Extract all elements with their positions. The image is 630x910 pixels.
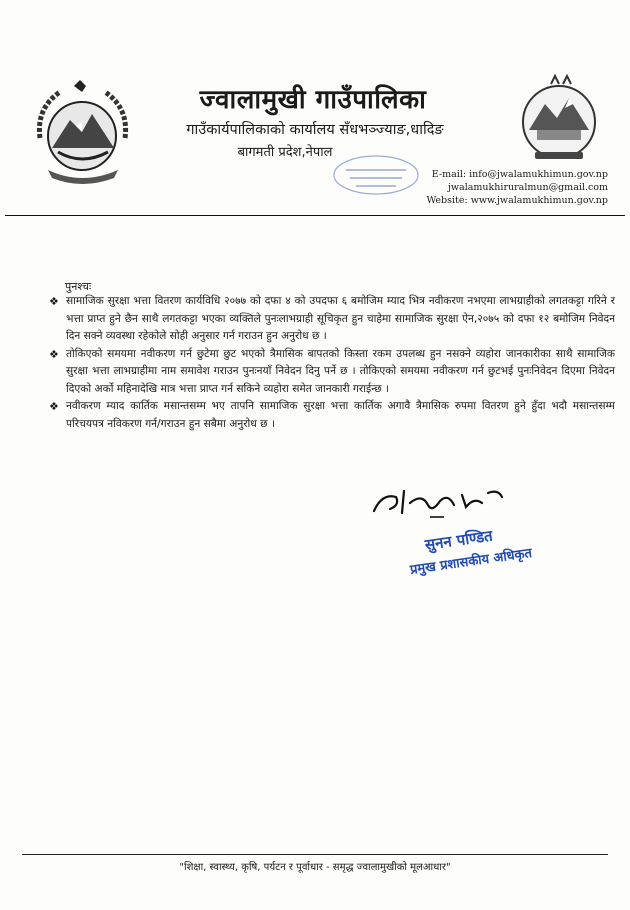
postscript-label: पुनश्चः xyxy=(65,280,92,293)
footer-slogan: "शिक्षा, स्वास्थ्य, कृषि, पर्यटन र पूर्वाधार - समृद्ध ज्वालामुखीको मूलआधार" xyxy=(179,862,451,873)
note-text: नवीकरण म्याद कार्तिक मसान्तसम्म भए तापनि सामाजिक सुरक्षा भत्ता कार्तिक अगावै त्रैमासिक रुपमा वितरण हुने हुँदा भदौ मसान्तसम्म परिचयपत्र नविकरण गर्न/गराउन हुन सबैमा अनुरोध छ । xyxy=(66,400,615,430)
province-name: बागमती प्रदेश,नेपाल xyxy=(237,145,333,160)
header-divider xyxy=(5,215,625,216)
note-item xyxy=(49,293,615,346)
notes-list xyxy=(49,293,615,433)
handwritten-signature xyxy=(370,483,520,521)
office-address: गाउँकार्यपालिकाको कार्यालय सँधभञ्ज्याङ,धादिङ xyxy=(186,122,444,138)
website: Website: www.jwalamukhimun.gov.np xyxy=(426,195,608,206)
signatory-title: प्रमुख प्रशासकीय अधिकृत xyxy=(409,545,533,578)
note-text: सामाजिक सुरक्षा भत्ता वितरण कार्यविधि २०७७ को दफा ४ को उपदफा ६ बमोजिम म्याद भित्र नवीकरण नभएमा लाभग्राहीको लगतकट्टा गरिने र भत्ता प्राप्त हुने छैन साथै लगतकट्टा भएका व्यक्तिले पुनःलाभग्राही सूचिकृत हुन चाहेमा सामाजिक सुरक्षा ऐन,२०७५ को दफा १२ बमोजिम निवेदन दिन सक्ने व्यवस्था रहेकोले सोही अनुसार गर्न गराउन हुन अनुरोध छ । xyxy=(66,295,615,342)
contact-block xyxy=(426,168,608,207)
note-item xyxy=(49,346,615,399)
email-alt: jwalamukhiruralmun@gmail.com xyxy=(447,182,608,193)
note-item xyxy=(49,398,615,433)
office-stamp-icon xyxy=(332,154,420,196)
municipality-name: ज्वालामुखी गाउँपालिका xyxy=(199,85,427,115)
email-official: E-mail: info@jwalamukhimun.gov.np xyxy=(431,169,608,180)
municipality-logo-icon xyxy=(515,72,603,172)
diamond-bullet-icon: ❖ xyxy=(49,295,59,308)
diamond-bullet-icon: ❖ xyxy=(49,400,59,413)
diamond-bullet-icon: ❖ xyxy=(49,347,59,361)
note-text: तोकिएको समयमा नवीकरण गर्न छुटेमा छुट भएको त्रैमासिक बापतको किस्ता रकम उपलब्ध हुन नसक्ने व्यहोरा जानकारीका साथै सामाजिक सुरक्षा भत्ता लाभग्राहीमा नाम समावेश गराउन पुनःनयाँ निवेदन दिनु पर्ने छ । तोकिएको समयमा नवीकरण गर्न छुटभई पुनःनिवेदन दिएमा निवेदन दिएको अर्को महिनादेखि मात्र भत्ता प्राप्त गर्न सकिने व्यहोरा समेत जानकारी गराईन्छ । xyxy=(66,347,615,395)
government-emblem-icon xyxy=(30,78,135,188)
footer-divider xyxy=(22,854,608,855)
signatory-name: सुनन पण्डित xyxy=(423,526,494,554)
